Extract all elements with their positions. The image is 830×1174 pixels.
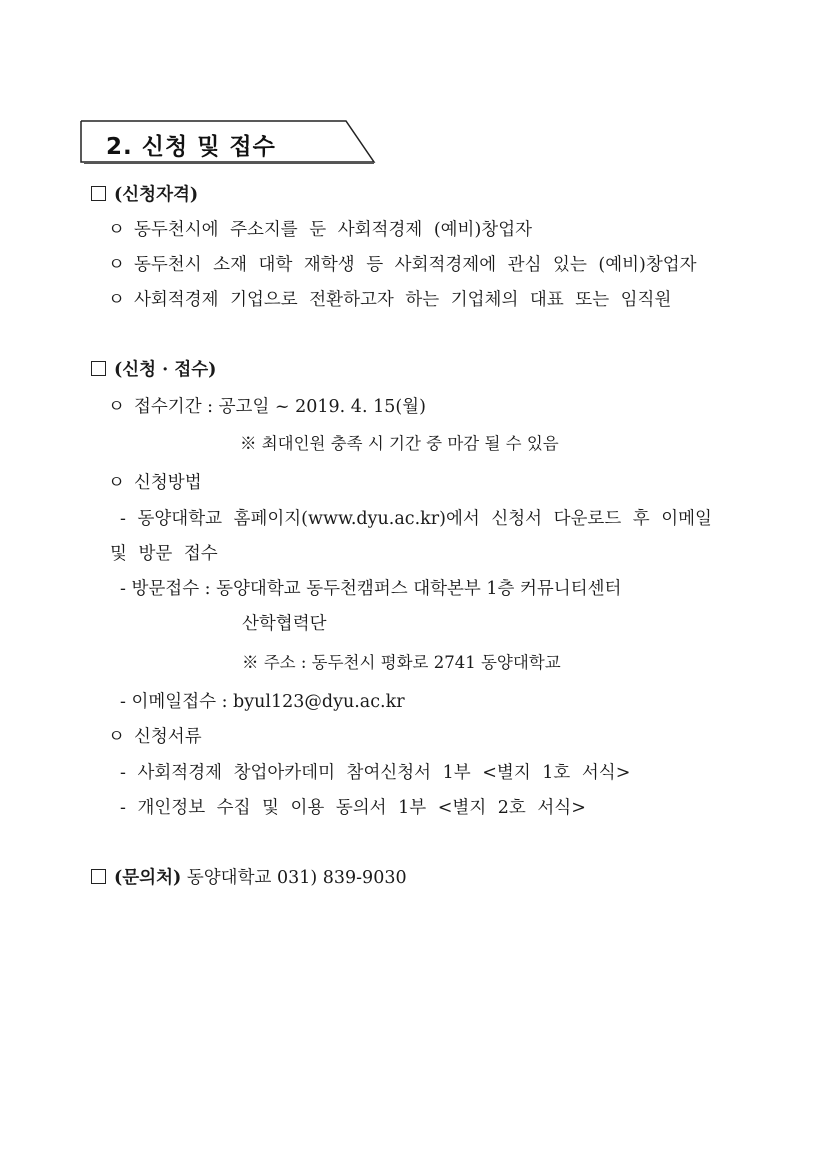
method-label-line [108,471,202,495]
method-line-2: 및 방문 접수 [110,544,218,564]
checkbox-square-icon [91,361,106,376]
application-period-text: 접수기간 : 공고일 ~ 2019. 4. 15(월) [134,397,426,417]
document-item: - 개인정보 수집 및 이용 동의서 1부 <별지 2호 서식> [120,798,586,818]
qualification-item-text: 사회적경제 기업으로 전환하고자 하는 기업체의 대표 또는 임직원 [134,290,672,310]
visit-line-2: 산학협력단 [242,614,327,634]
qualification-item-text: 동두천시에 주소지를 둔 사회적경제 (예비)창업자 [134,220,533,240]
application-period [108,395,426,419]
contact-heading: (문의처) [114,868,182,888]
documents-label-line [108,725,202,749]
checkbox-square-icon [91,186,106,201]
checkbox-square-icon [91,869,106,884]
qualification-heading-line [91,183,198,207]
application-heading-line [91,358,216,382]
qualification-heading: (신청자격) [114,185,199,205]
qualification-item [108,253,697,277]
bullet-icon: ㅇ [108,290,125,310]
application-heading: (신청 · 접수) [114,360,217,380]
qualification-item-text: 동두천시 소재 대학 재학생 등 사회적경제에 관심 있는 (예비)창업자 [134,255,697,275]
method-label: 신청방법 [134,473,202,493]
qualification-item [108,218,532,242]
method-line-1: - 동양대학교 홈페이지(www.dyu.ac.kr)에서 신청서 다운로드 후 이메일 [120,509,712,529]
qualification-item [108,288,671,312]
bullet-icon: ㅇ [108,397,125,417]
bullet-icon: ㅇ [108,220,125,240]
visit-line-1: - 방문접수 : 동양대학교 동두천캠퍼스 대학본부 1층 커뮤니티센터 [120,579,622,599]
section-title-banner [80,120,376,164]
visit-address: ※ 주소 : 동두천시 평화로 2741 동양대학교 [242,653,561,672]
document-item: - 사회적경제 창업아카데미 참여신청서 1부 <별지 1호 서식> [120,763,631,783]
period-note: ※ 최대인원 충족 시 기간 중 마감 될 수 있음 [240,434,559,453]
bullet-icon: ㅇ [108,473,125,493]
contact-line [91,866,407,890]
bullet-icon: ㅇ [108,727,125,747]
section-title: 2. 신청 및 접수 [106,134,276,160]
documents-label: 신청서류 [134,727,202,747]
contact-text: 동양대학교 031) 839-9030 [186,868,407,888]
bullet-icon: ㅇ [108,255,125,275]
email-line: - 이메일접수 : byul123@dyu.ac.kr [120,692,405,712]
